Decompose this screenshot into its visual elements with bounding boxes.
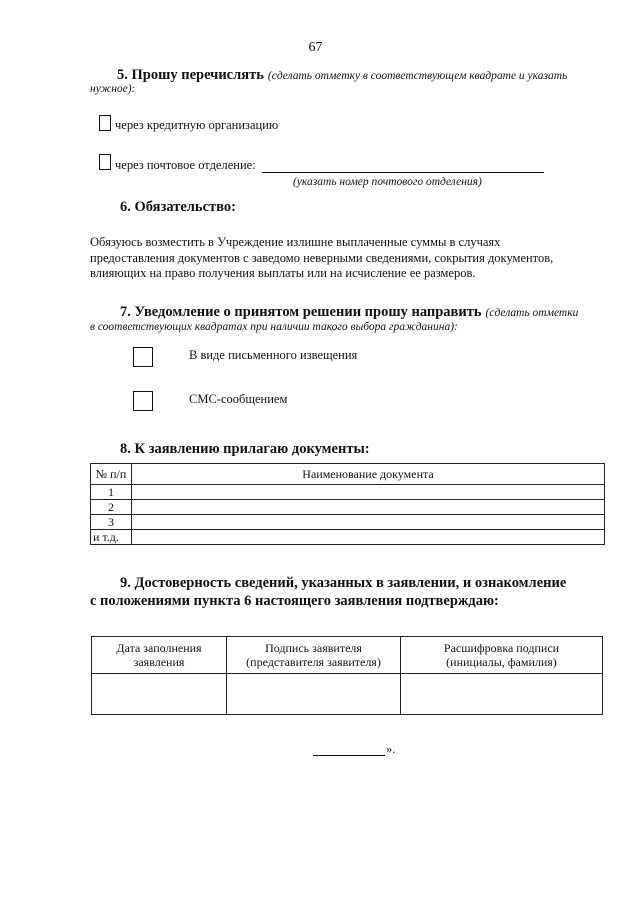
table-header-row bbox=[91, 464, 605, 485]
page-number: 67 bbox=[308, 40, 323, 55]
table-row bbox=[91, 500, 605, 515]
row-num: 2 bbox=[91, 500, 132, 515]
section6-line1: Обязуюсь возместить в Учреждение излишне выплаченные суммы в случаях bbox=[90, 235, 501, 249]
col-decoding-line2: (инициалы, фамилия) bbox=[446, 655, 557, 669]
col-date-line1: Дата заполнения bbox=[116, 641, 202, 655]
row-num: и т.д. bbox=[91, 530, 132, 545]
signature-table bbox=[91, 636, 603, 715]
signature-field[interactable] bbox=[227, 674, 401, 715]
row-num: 1 bbox=[91, 485, 132, 500]
col-signature-line1: Подпись заявителя bbox=[265, 641, 362, 655]
section7-heading: 7. Уведомление о принятом решении прошу направить bbox=[120, 304, 482, 320]
section7-heading-line bbox=[120, 303, 578, 321]
footer-closing: ». bbox=[386, 742, 396, 756]
post-office-field[interactable] bbox=[262, 172, 544, 173]
section8-heading: 8. К заявлению прилагаю документы: bbox=[120, 441, 370, 457]
col-name-header: Наименование документа bbox=[132, 464, 605, 485]
option-post-label: через почтовое отделение: bbox=[115, 158, 256, 172]
section7-note: (сделать отметки bbox=[485, 307, 579, 319]
section5-note: (сделать отметку в соответствующем квадрате и указать bbox=[267, 70, 568, 82]
date-field[interactable] bbox=[92, 674, 227, 715]
col-signature-header bbox=[227, 637, 401, 674]
document-name-cell[interactable] bbox=[132, 530, 605, 545]
section6-heading: 6. Обязательство: bbox=[120, 199, 236, 215]
col-date-header bbox=[92, 637, 227, 674]
col-date-line2: заявления bbox=[133, 655, 185, 669]
table-row bbox=[91, 530, 605, 545]
signature-header-row bbox=[92, 637, 603, 674]
documents-table bbox=[90, 463, 605, 545]
section9-heading-line2: с положениями пункта 6 настоящего заявления подтверждаю: bbox=[90, 593, 499, 609]
checkbox-bank[interactable] bbox=[99, 115, 111, 131]
col-num-header: № п/п bbox=[91, 464, 132, 485]
col-decoding-header bbox=[401, 637, 603, 674]
section7-note-cont: в соответствующих квадратах при наличии такого выбора гражданина): bbox=[90, 321, 458, 333]
option-letter-label: В виде письменного извещения bbox=[189, 348, 358, 362]
checkbox-letter[interactable] bbox=[133, 347, 153, 367]
footer-blank-line[interactable] bbox=[313, 755, 385, 756]
document-name-cell[interactable] bbox=[132, 515, 605, 530]
document-name-cell[interactable] bbox=[132, 485, 605, 500]
decoding-field[interactable] bbox=[401, 674, 603, 715]
section5-note-cont: нужное): bbox=[90, 83, 136, 95]
option-bank-label: через кредитную организацию bbox=[115, 118, 279, 132]
section6-line3: влияющих на право получения выплаты или на исчисление ее размеров. bbox=[90, 266, 476, 280]
row-num: 3 bbox=[91, 515, 132, 530]
checkbox-post[interactable] bbox=[99, 154, 111, 170]
col-signature-line2: (представителя заявителя) bbox=[246, 655, 381, 669]
option-sms-label: СМС-сообщением bbox=[189, 392, 288, 406]
section5-heading: 5. Прошу перечислять bbox=[117, 67, 264, 83]
section6-line2: предоставления документов с заведомо неверными сведениями, сокрытия документов, bbox=[90, 251, 554, 265]
table-row bbox=[91, 485, 605, 500]
col-decoding-line1: Расшифровка подписи bbox=[443, 641, 560, 655]
post-caption: (указать номер почтового отделения) bbox=[293, 176, 482, 188]
section5-heading-line bbox=[117, 66, 567, 84]
signature-input-row bbox=[92, 674, 603, 715]
section9-heading-line1: 9. Достоверность сведений, указанных в заявлении, и ознакомление bbox=[120, 575, 567, 591]
document-name-cell[interactable] bbox=[132, 500, 605, 515]
checkbox-sms[interactable] bbox=[133, 391, 153, 411]
table-row bbox=[91, 515, 605, 530]
